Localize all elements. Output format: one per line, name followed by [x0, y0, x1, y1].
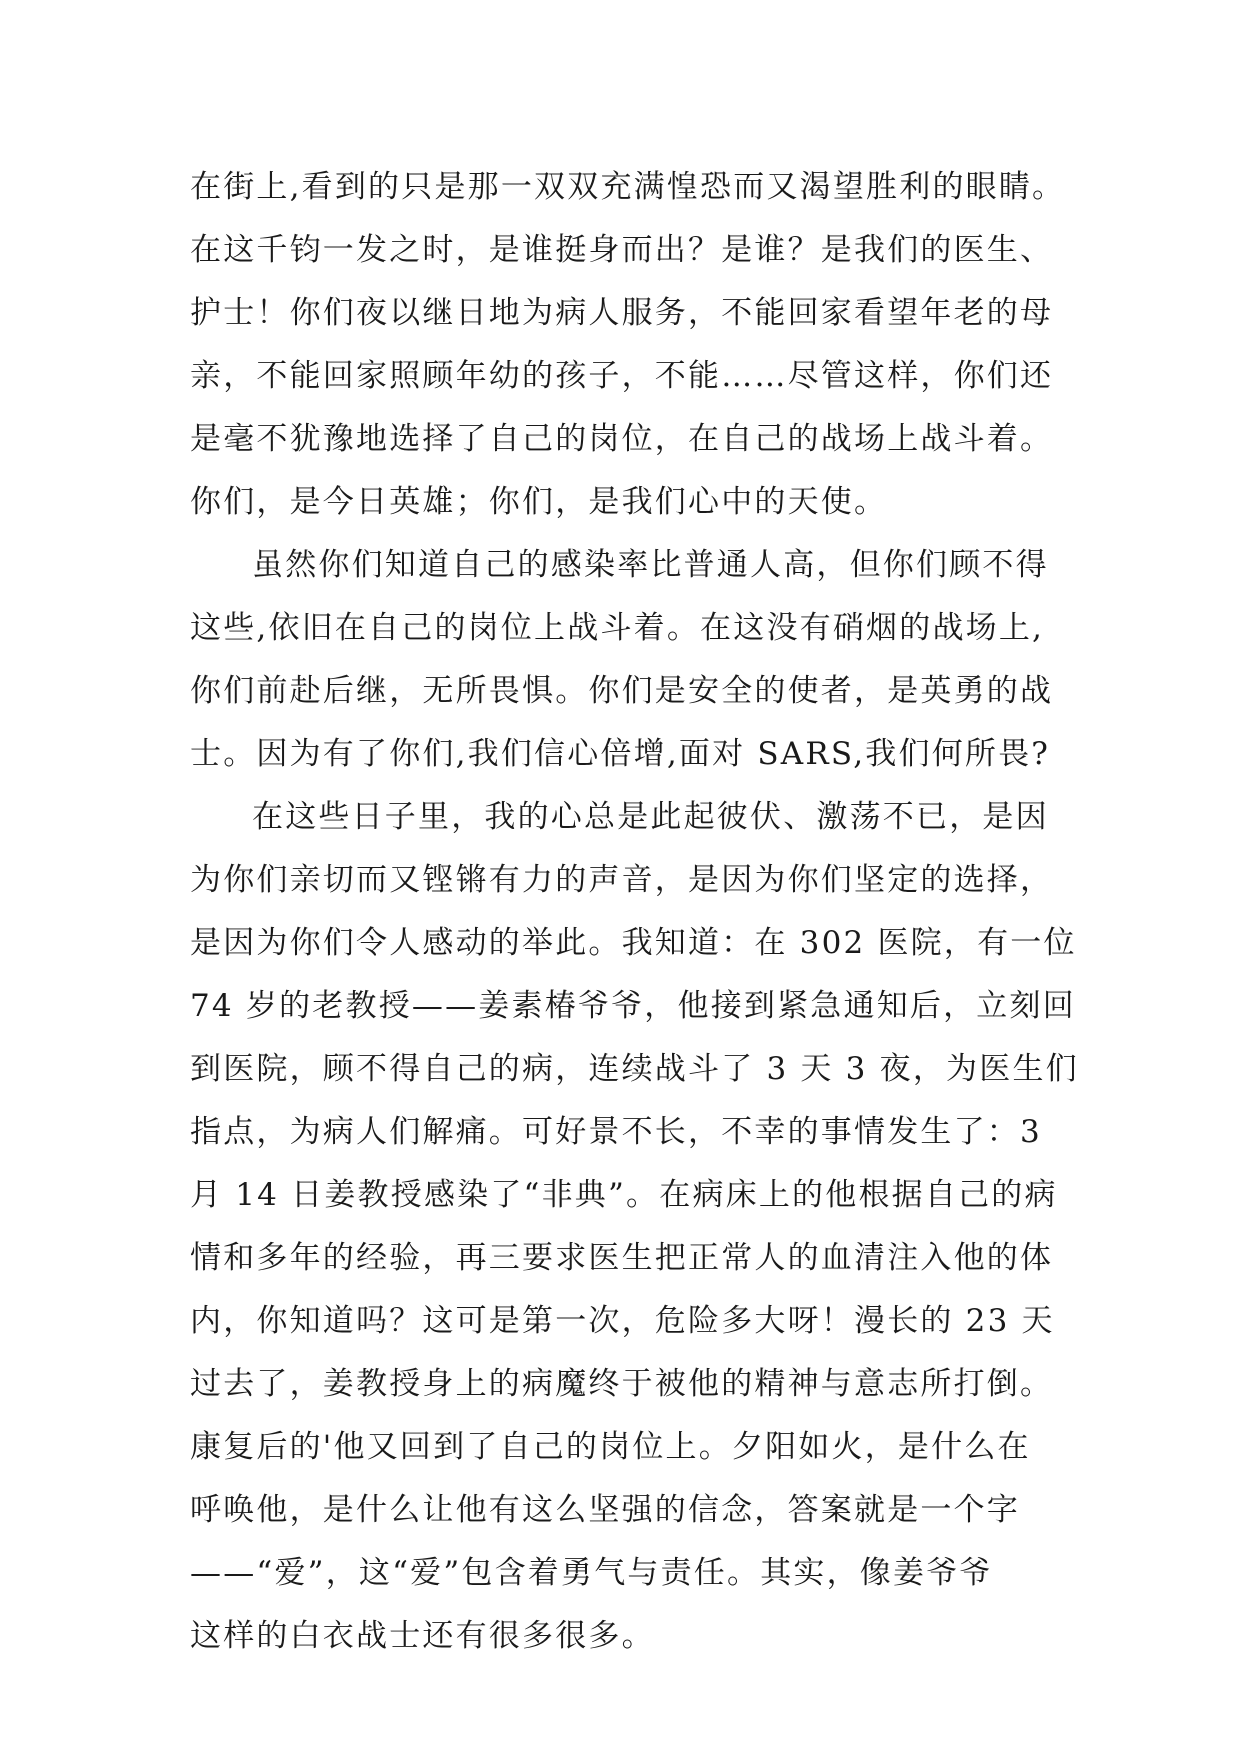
text-line: 这样的白衣战士还有很多很多。 [190, 1618, 655, 1654]
text-line: 你们，是今日英雄；你们，是我们心中的天使。 [190, 484, 888, 520]
paragraph-first-line: 在这些日子里，我的心总是此起彼伏、激荡不已，是因 [252, 799, 1049, 835]
text-line: 是因为你们令人感动的举此。我知道：在 302 医院，有一位 [190, 925, 1077, 961]
text-line: 内，你知道吗？这可是第一次，危险多大呀！漫长的 23 天 [190, 1303, 1055, 1339]
text-line: 康复后的'他又回到了自己的岗位上。夕阳如火，是什么在 [190, 1429, 1031, 1465]
text-line: 在这千钧一发之时，是谁挺身而出？是谁？是我们的医生、 [190, 232, 1054, 268]
text-line: 士。因为有了你们,我们信心倍增,面对 SARS,我们何所畏? [190, 736, 1051, 772]
text-line: 护士！你们夜以继日地为病人服务，不能回家看望年老的母 [190, 295, 1054, 331]
text-line: 过去了，姜教授身上的病魔终于被他的精神与意志所打倒。 [190, 1366, 1054, 1402]
text-line: 呼唤他，是什么让他有这么坚强的信念，答案就是一个字 [190, 1492, 1020, 1528]
text-line: 到医院，顾不得自己的病，连续战斗了 3 天 3 夜，为医生们 [190, 1051, 1079, 1087]
text-line: 月 14 日姜教授感染了“非典”。在病床上的他根据自己的病 [190, 1177, 1058, 1213]
text-line: 亲，不能回家照顾年幼的孩子，不能……尽管这样，你们还 [190, 358, 1054, 394]
text-line: 指点，为病人们解痛。可好景不长，不幸的事情发生了：3 [190, 1114, 1042, 1150]
text-line: 是毫不犹豫地选择了自己的岗位，在自己的战场上战斗着。 [190, 421, 1054, 457]
text-line: 这些,依旧在自己的岗位上战斗着。在这没有硝烟的战场上, [190, 610, 1045, 646]
text-line: 74 岁的老教授——姜素椿爷爷，他接到紧急通知后，立刻回 [190, 988, 1076, 1024]
text-line: ——“爱”，这“爱”包含着勇气与责任。其实，像姜爷爷 [190, 1555, 993, 1591]
text-line: 你们前赴后继，无所畏惧。你们是安全的使者，是英勇的战 [190, 673, 1054, 709]
text-line: 情和多年的经验，再三要求医生把正常人的血清注入他的体 [190, 1240, 1054, 1276]
text-line: 为你们亲切而又铿锵有力的声音，是因为你们坚定的选择， [190, 862, 1054, 898]
paragraph-first-line: 虽然你们知道自己的感染率比普通人高，但你们顾不得 [252, 547, 1049, 583]
text-line: 在街上,看到的只是那一双双充满惶恐而又渴望胜利的眼睛。 [190, 169, 1066, 205]
